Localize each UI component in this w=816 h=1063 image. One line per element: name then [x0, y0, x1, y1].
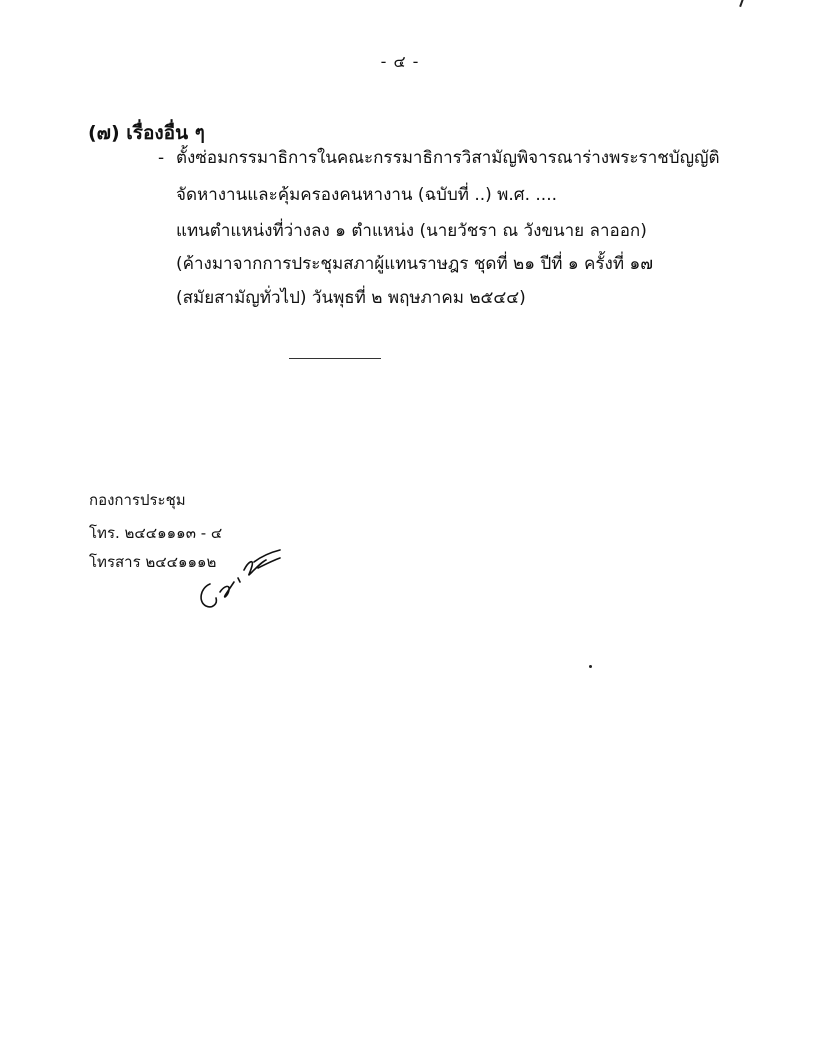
section-heading: (๗) เรื่องอื่น ๆ	[88, 122, 205, 144]
agenda-line: จัดหางานและคุ้มครองคนหางาน (ฉบับที่ ..) พ.ศ. ....	[176, 185, 558, 205]
agenda-line: แทนตำแหน่งที่ว่างลง ๑ ตำแหน่ง (นายวัชรา ณ วังขนาย ลาออก)	[176, 221, 647, 241]
fax-number: โทรสาร ๒๔๔๑๑๑๒	[89, 553, 217, 571]
page-number: - ๔ -	[380, 52, 420, 71]
handwritten-signature-icon	[196, 548, 282, 612]
agenda-bullet: -	[158, 148, 165, 168]
phone-number: โทร. ๒๔๔๑๑๑๓ - ๔	[89, 524, 223, 542]
end-divider	[289, 358, 381, 359]
agenda-line: (ค้างมาจากการประชุมสภาผู้แทนราษฎร ชุดที่ ๒๑ ปีที่ ๑ ครั้งที่ ๑๗	[176, 254, 654, 274]
corner-scan-mark	[734, 0, 745, 7]
agenda-line: (สมัยสามัญทั่วไป) วันพุธที่ ๒ พฤษภาคม ๒๕๔๔)	[176, 288, 526, 308]
agenda-line: ตั้งซ่อมกรรมาธิการในคณะกรรมาธิการวิสามัญพิจารณาร่างพระราชบัญญัติ	[176, 148, 720, 168]
scan-speck	[589, 665, 592, 668]
office-name: กองการประชุม	[89, 491, 186, 509]
